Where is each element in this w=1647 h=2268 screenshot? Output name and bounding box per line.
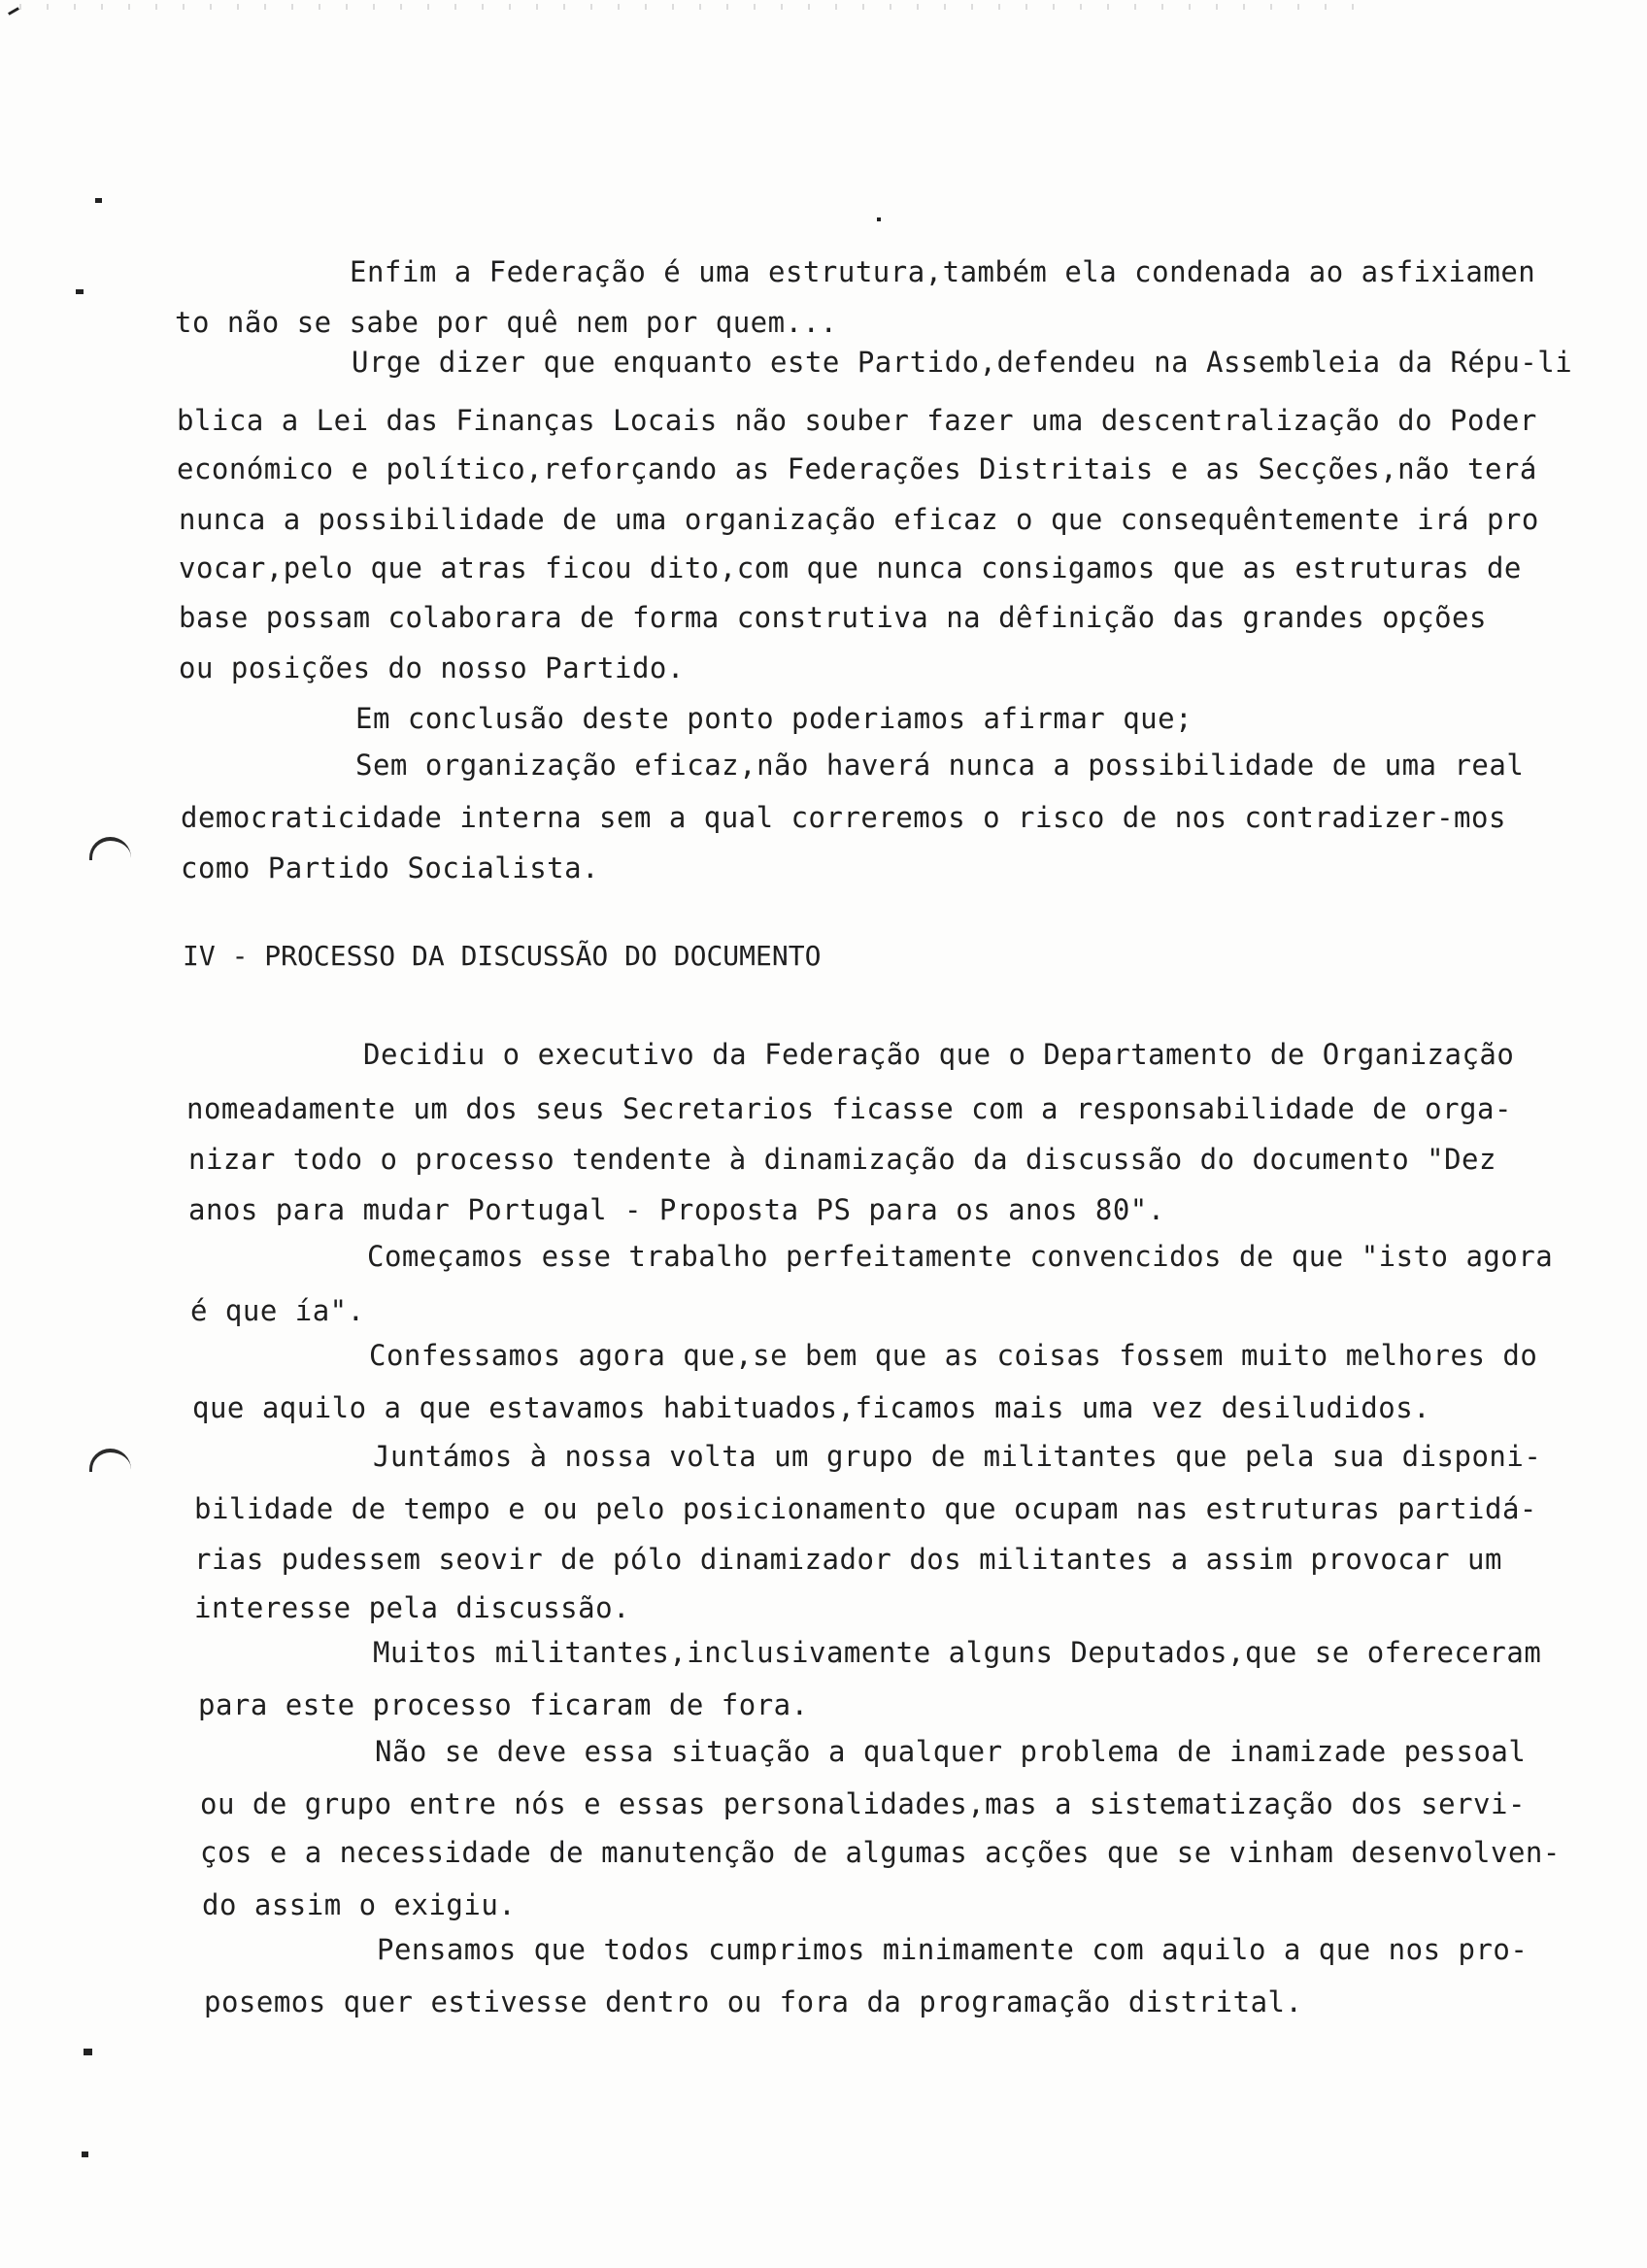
text-line: anos para mudar Portugal - Proposta PS para os anos 80". — [188, 1193, 1165, 1226]
punch-hole-mark — [89, 1449, 131, 1472]
text-line: Começamos esse trabalho perfeitamente convencidos de que "isto agora — [367, 1240, 1554, 1273]
text-line: é que ía". — [190, 1294, 365, 1327]
text-line: posemos quer estivesse dentro ou fora da programação distrital. — [204, 1985, 1303, 2018]
text-line: Urge dizer que enquanto este Partido,defendeu na Assembleia da Répu-li — [352, 346, 1573, 379]
text-line: Pensamos que todos cumprimos minimamente com aquilo a que nos pro- — [377, 1933, 1529, 1966]
text-line: Não se deve essa situação a qualquer problema de inamizade pessoal — [375, 1735, 1527, 1768]
text-line: nomeadamente um dos seus Secretarios ficasse com a responsabilidade de orga- — [186, 1092, 1512, 1125]
scan-dot — [76, 289, 84, 294]
text-line: to não se sabe por quê nem por quem... — [175, 306, 838, 339]
punch-hole-mark — [89, 837, 131, 860]
text-line: económico e político,reforçando as Federações Distritais e as Secções,não terá — [177, 452, 1537, 485]
text-line: Enfim a Federação é uma estrutura,também ela condenada ao asfixiamen — [350, 255, 1536, 288]
text-line: do assim o exigiu. — [202, 1888, 517, 1921]
text-line: Confessamos agora que,se bem que as coisas fossem muito melhores do — [369, 1339, 1538, 1372]
text-line: democraticidade interna sem a qual correremos o risco de nos contradizer-mos — [181, 801, 1506, 834]
scan-dot — [84, 2049, 92, 2055]
scan-dot — [8, 7, 19, 16]
text-line: nizar todo o processo tendente à dinamização da discussão do documento "Dez — [188, 1143, 1496, 1176]
scan-dot — [877, 217, 881, 221]
text-line: Muitos militantes,inclusivamente alguns Deputados,que se ofereceram — [373, 1636, 1542, 1669]
text-line: ços e a necessidade de manutenção de algumas acções que se vinham desenvolven- — [200, 1836, 1561, 1869]
text-line: para este processo ficaram de fora. — [198, 1688, 809, 1721]
text-line: Em conclusão deste ponto poderiamos afirmar que; — [355, 702, 1193, 735]
text-line: ou de grupo entre nós e essas personalidades,mas a sistematização dos servi- — [200, 1787, 1526, 1820]
scan-dot — [95, 198, 102, 203]
scan-noise — [19, 4, 1379, 10]
text-line: Decidiu o executivo da Federação que o Departamento de Organização — [363, 1038, 1515, 1071]
scan-dot — [82, 2151, 88, 2157]
text-line: Juntámos à nossa volta um grupo de militantes que pela sua disponi- — [373, 1440, 1542, 1473]
text-line: ou posições do nosso Partido. — [179, 651, 685, 684]
text-line: blica a Lei das Finanças Locais não souber fazer uma descentralização do Poder — [177, 404, 1537, 437]
text-line: vocar,pelo que atras ficou dito,com que nunca consigamos que as estruturas de — [179, 551, 1522, 584]
text-line: que aquilo a que estavamos habituados,ficamos mais uma vez desiludidos. — [192, 1391, 1431, 1424]
text-line: como Partido Socialista. — [181, 851, 600, 884]
text-line: rias pudessem seovir de pólo dinamizador dos militantes a assim provocar um — [194, 1543, 1502, 1576]
text-line: base possam colaborara de forma construtiva na dêfinição das grandes opções — [179, 601, 1487, 634]
text-line: nunca a possibilidade de uma organização eficaz o que consequêntemente irá pro — [179, 503, 1539, 536]
text-line: bilidade de tempo e ou pelo posicionamento que ocupam nas estruturas partidá- — [194, 1492, 1537, 1525]
text-line: Sem organização eficaz,não haverá nunca a possibilidade de uma real — [355, 749, 1525, 782]
section-heading: IV - PROCESSO DA DISCUSSÃO DO DOCUMENTO — [183, 940, 822, 972]
text-line: interesse pela discussão. — [194, 1591, 630, 1624]
